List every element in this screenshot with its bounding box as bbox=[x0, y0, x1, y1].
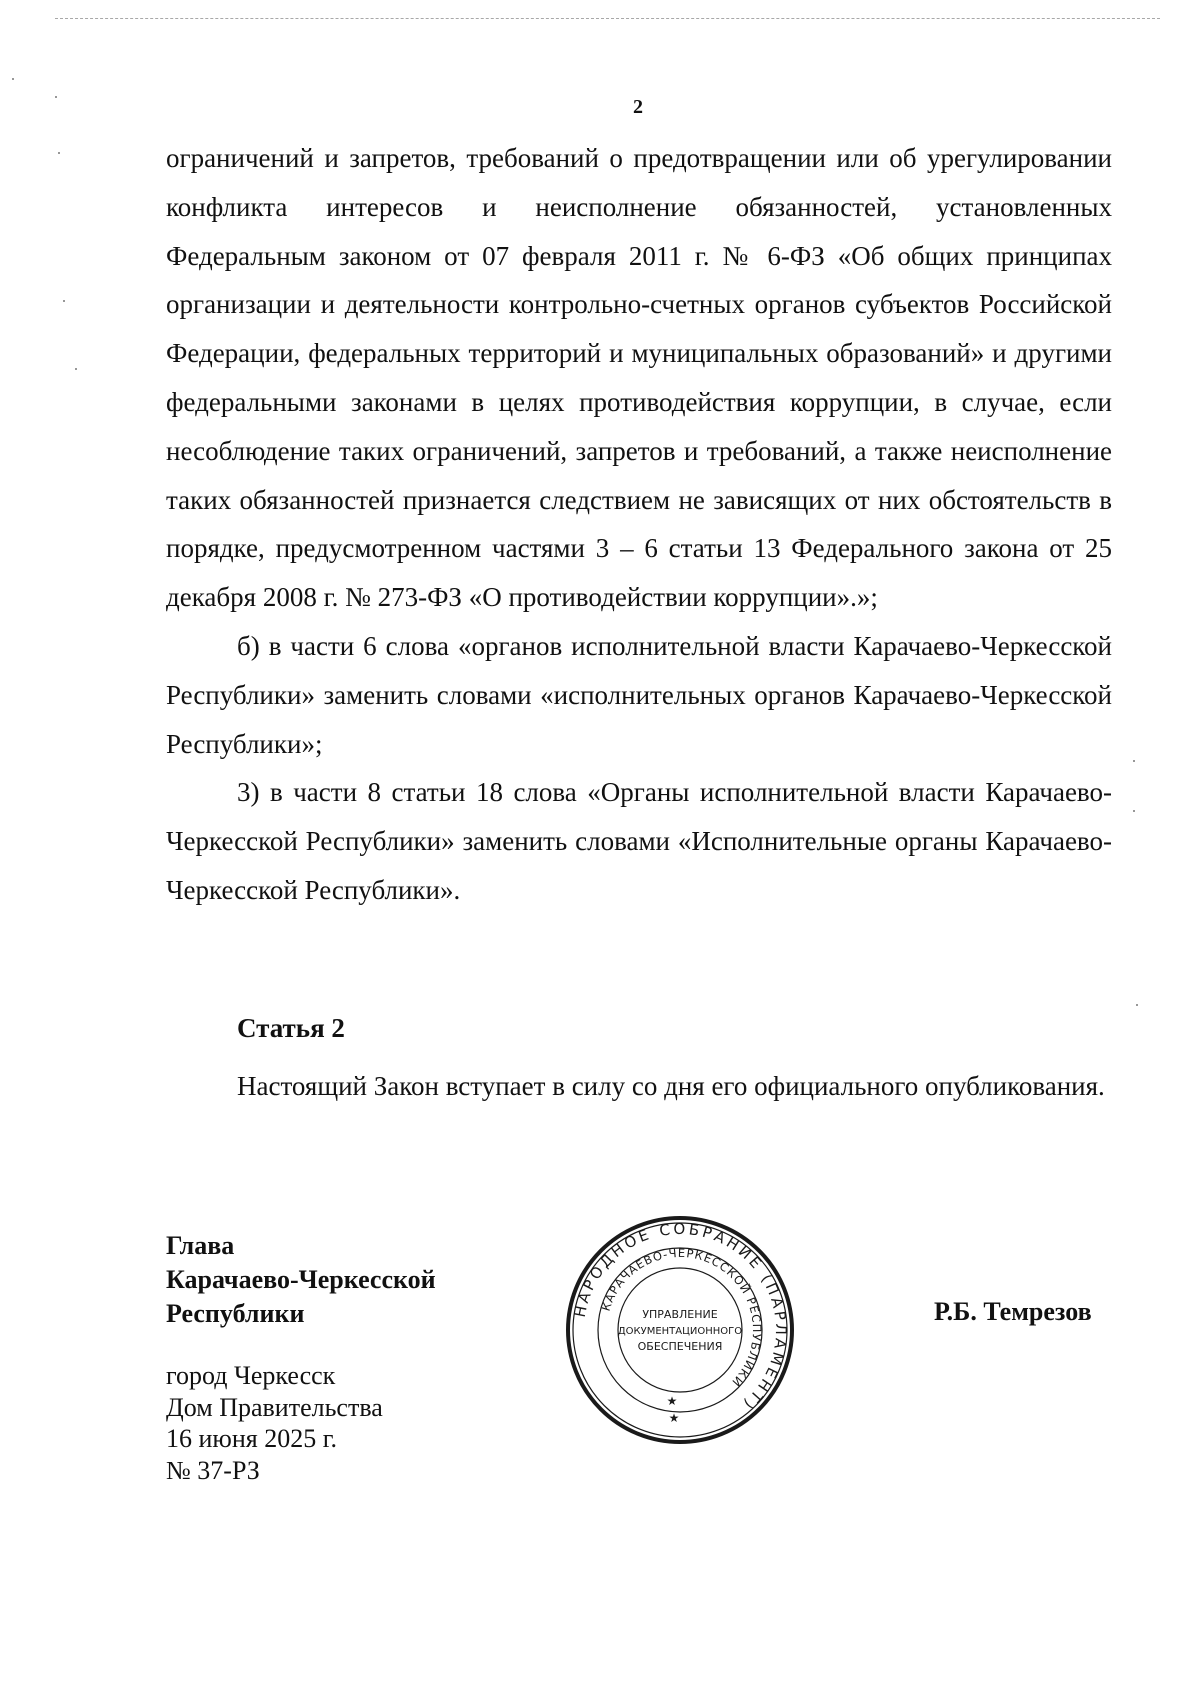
scan-speck bbox=[1136, 1004, 1138, 1006]
signatory-title-line: Глава bbox=[166, 1231, 235, 1260]
scan-speck bbox=[12, 78, 14, 80]
place-date-block bbox=[166, 1360, 383, 1486]
building: Дом Правительства bbox=[166, 1392, 383, 1422]
seal-center-line: УПРАВЛЕНИЕ bbox=[642, 1308, 718, 1321]
page-number: 2 bbox=[633, 96, 643, 118]
signatory-name: Р.Б. Темрезов bbox=[934, 1297, 1092, 1326]
document-body bbox=[166, 134, 1112, 915]
body-paragraph: ограничений и запретов, требований о предотвращении или об урегулировании конфликта интересов и неисполнение обязанностей, установленных Федеральным законом от 07 февраля 2011 г. № 6-ФЗ «Об общих принципах организации и деятельности контрольно-счетных органов субъектов Российской Федерации, федеральных территорий и муниципальных образований» и другими федеральными законами в целях противодействия коррупции, в случае, если несоблюдение таких ограничений, запретов и требований, а также неисполнение таких обязанностей признается следствием не зависящих от них обстоятельств в порядке, предусмотренном частями 3 – 6 статьи 13 Федерального закона от 25 декабря 2008 г. № 273-ФЗ «О противодействии коррупции».»; bbox=[166, 143, 1112, 613]
body-paragraph: б) в части 6 слова «органов исполнительной власти Карачаево-Черкесской Республики» заменить словами «исполнительных органов Карачаево-Черкесской Республики»; bbox=[166, 630, 1112, 759]
scan-speck bbox=[75, 368, 77, 370]
seal-ring-text: НАРОДНОЕ СОБРАНИЕ (ПАРЛАМЕНТ) bbox=[570, 1219, 791, 1415]
scan-speck bbox=[1133, 760, 1135, 762]
signatory-title bbox=[166, 1229, 436, 1331]
seal-center-line: ДОКУМЕНТАЦИОННОГО bbox=[617, 1326, 743, 1337]
signatory-title-line: Республики bbox=[166, 1299, 305, 1328]
scan-edge-line bbox=[55, 18, 1160, 19]
scan-speck bbox=[63, 300, 65, 302]
article-heading: Статья 2 bbox=[237, 1013, 345, 1043]
official-seal bbox=[562, 1212, 798, 1448]
seal-inner-ring-text: КАРАЧАЕВО-ЧЕРКЕССКОЙ РЕСПУБЛИКИ bbox=[598, 1245, 765, 1390]
city: город Черкесск bbox=[166, 1361, 336, 1390]
law-number: № 37-РЗ bbox=[166, 1455, 260, 1485]
law-date: 16 июня 2025 г. bbox=[166, 1424, 337, 1453]
seal-star-icon: ★ bbox=[666, 1394, 678, 1408]
signatory-title-line: Карачаево-Черкесской bbox=[166, 1265, 436, 1294]
seal-star-icon: ★ bbox=[668, 1411, 680, 1425]
scan-speck bbox=[1133, 810, 1135, 812]
article-text: Настоящий Закон вступает в силу со дня его официального опубликования. bbox=[237, 1071, 1105, 1101]
scan-speck bbox=[58, 152, 60, 154]
seal-center-line: ОБЕСПЕЧЕНИЯ bbox=[637, 1340, 723, 1353]
body-paragraph: 3) в части 8 статьи 18 слова «Органы исполнительной власти Карачаево-Черкесской Республики» заменить словами «Исполнительные органы Карачаево-Черкесской Республики». bbox=[166, 777, 1112, 905]
